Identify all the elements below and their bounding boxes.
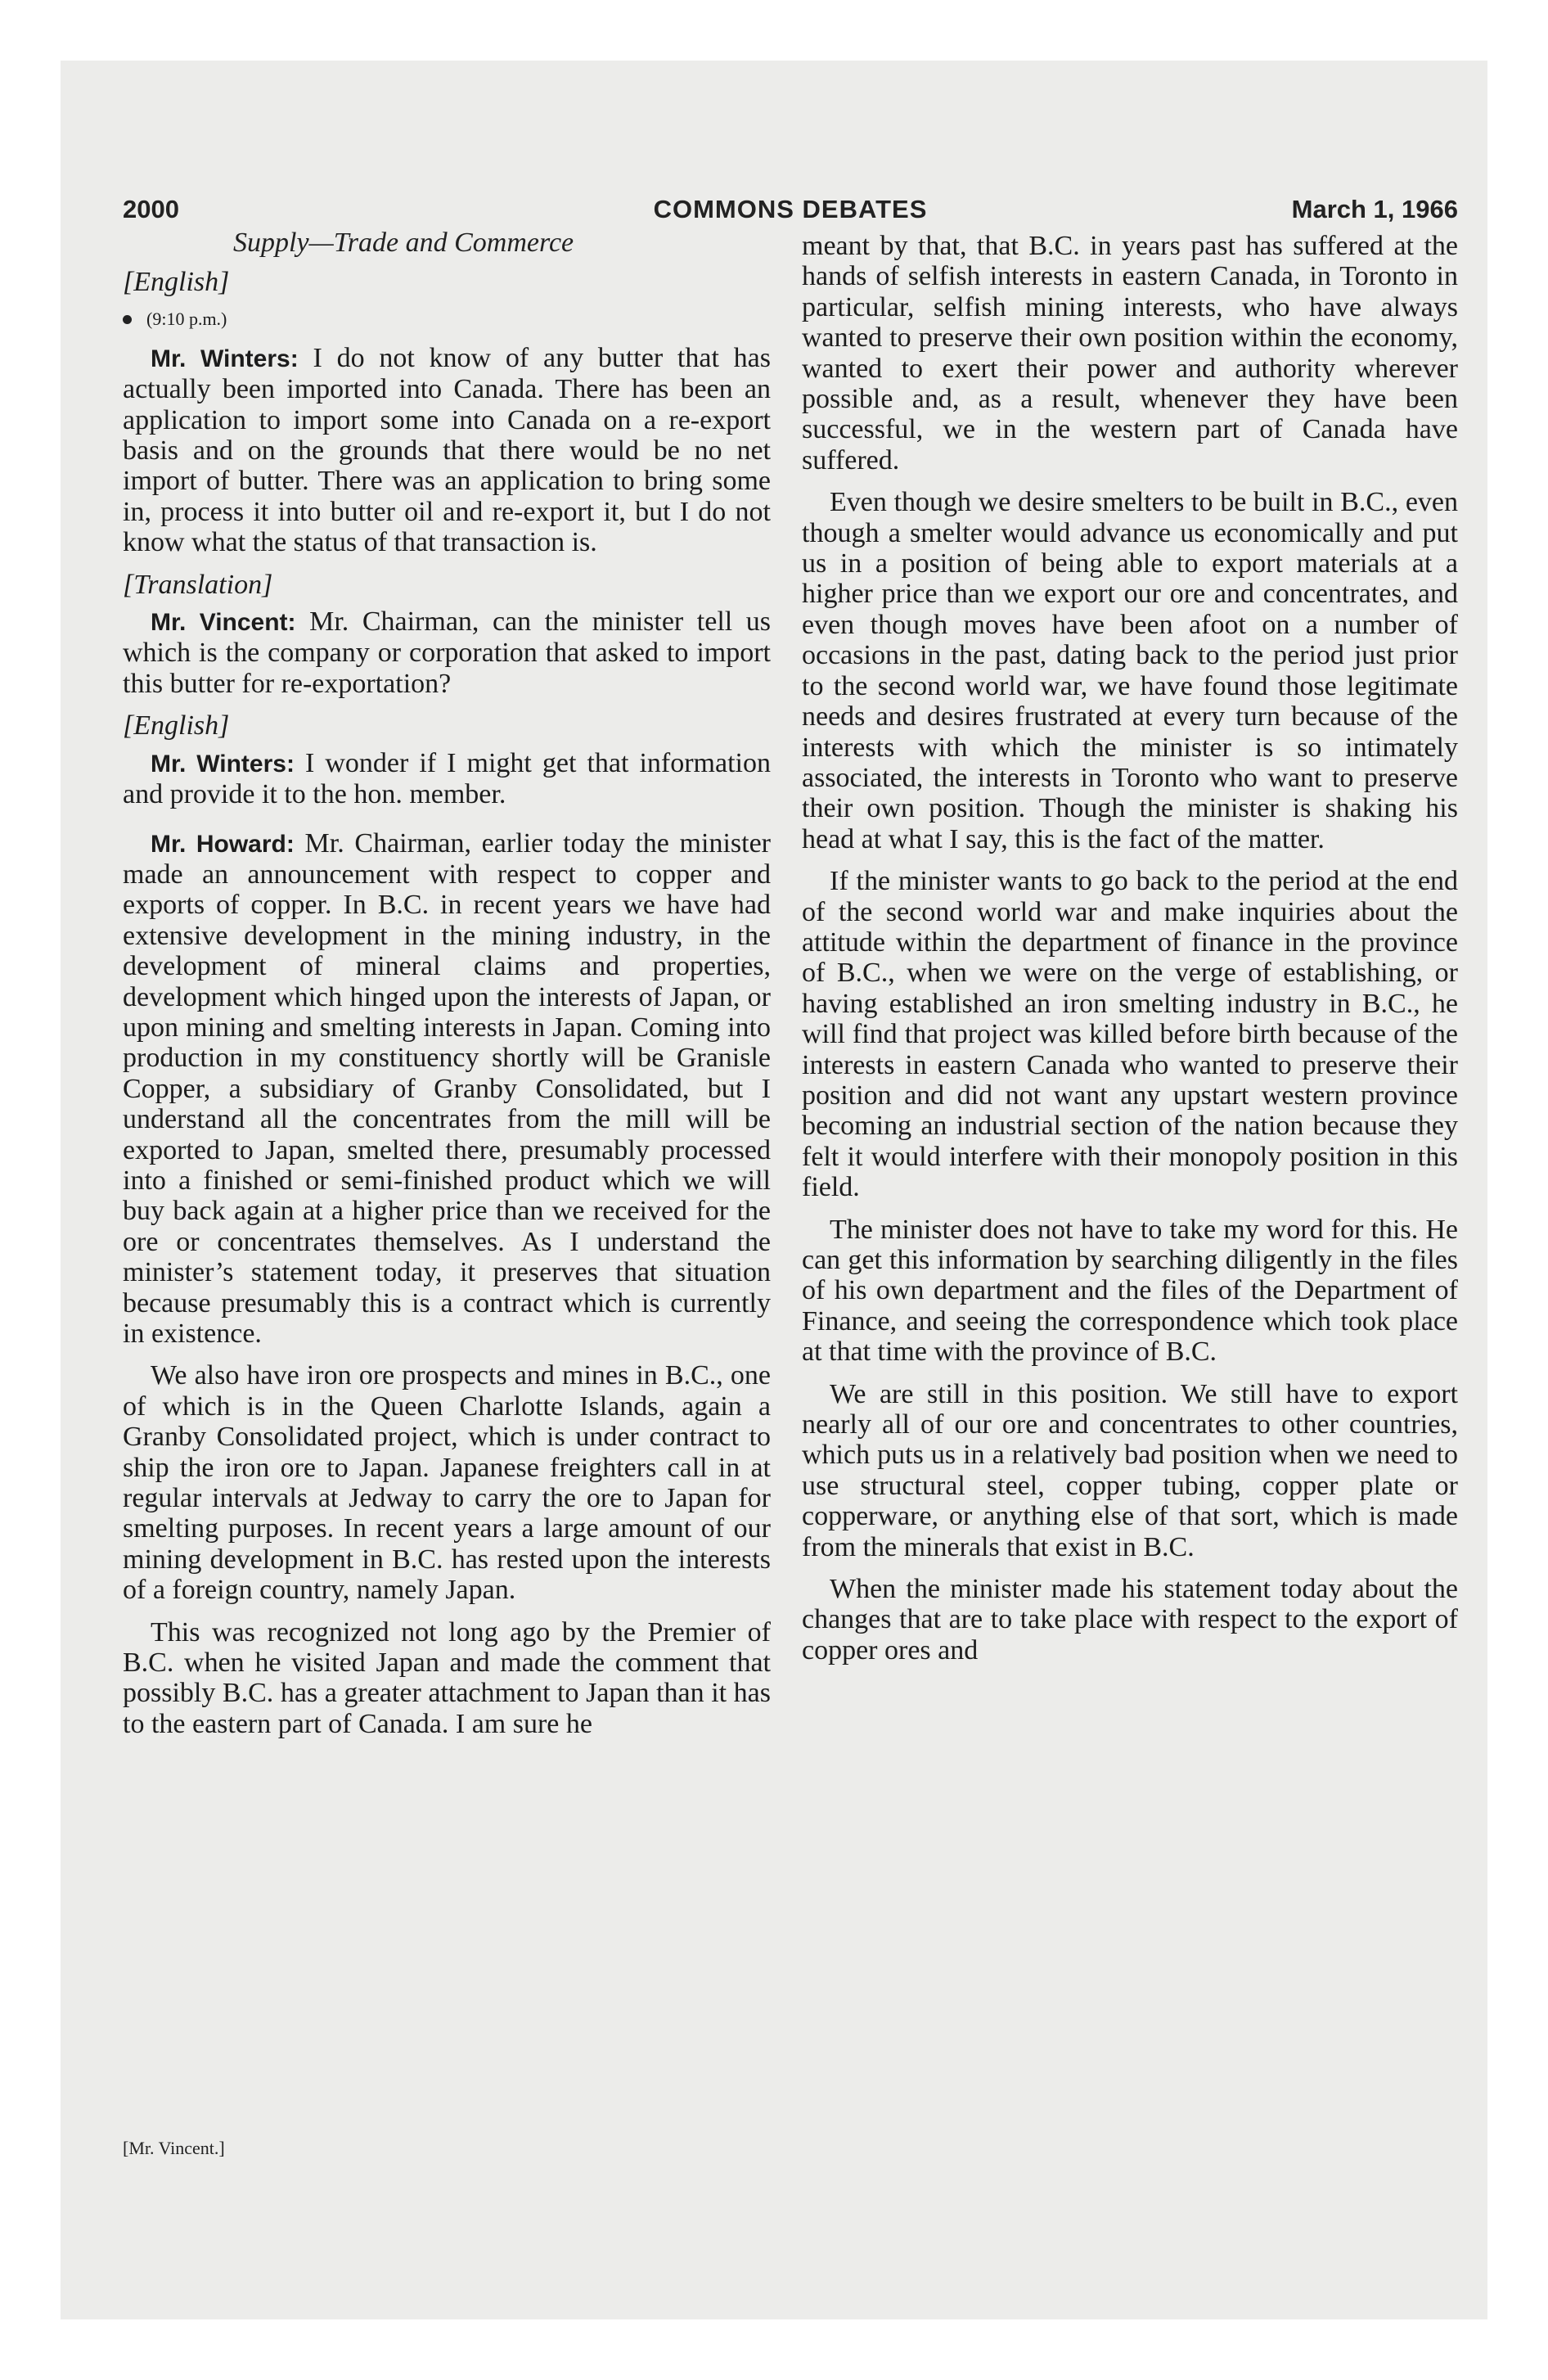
- left-column: [123, 267, 771, 1739]
- language-marker: [English]: [123, 710, 230, 741]
- page-header: [123, 195, 1458, 228]
- speech-text: Mr. Chairman, earlier today the minister made an announcement with respect to copper and exports of copper. In B.C. in recent years we have had extensive development in the mining industry, in the development of mineral claims and properties, development which hinged upon the interests of Japan, or upon mining and smelting interests in Japan. Coming into production in my constituency shortly will be Granisle Copper, a subsidiary of Granby Consolidated, but I understand all the concentrates from the mill will be exported to Japan, smelted there, presumably processed into a finished or semi-finished product which we will buy back again at a higher price than we received for the ore or concentrates themselves. As I understand the minister’s statement today, it preserves that situation because presumably this is a contract which is currently in existence.: [123, 827, 771, 1349]
- language-marker: [Translation]: [123, 569, 273, 600]
- speech-paragraph: Even though we desire smelters to be built in B.C., even though a smelter would advance us economically and put us in a position of being able to export materials at a higher price than we export our ore and concentrates, and even though moves have been afoot on a number of occasions in the past, dating back to the period just prior to the second world war, we have found those legitimate needs and desires frustrated at every turn because of the interests with which the minister is so intimately associated, the interests in Toronto who want to preserve their own position. Though the minister is shaking his head at what I say, this is the fact of the matter.: [802, 487, 1458, 854]
- footer-speaker-note: [Mr. Vincent.]: [123, 2138, 225, 2158]
- page-number: 2000: [123, 195, 179, 223]
- time-stamp-text: (9:10 p.m.): [146, 309, 227, 330]
- speech-paragraph: [123, 828, 771, 1350]
- speech-paragraph: [123, 343, 771, 558]
- speaker-name: Mr. Winters:: [151, 345, 299, 372]
- speech-paragraph: When the minister made his statement today about the changes that are to take place with respect to the export of copper ores and: [802, 1574, 1458, 1666]
- speech-text: Mr. Chairman, can the minister tell us which is the company or corporation that asked to import this butter for re-exportation?: [123, 606, 772, 699]
- speech-paragraph: We are still in this position. We still have to export nearly all of our ore and concentrates to other countries, which puts us in a relatively bad position when we need to use structural steel, copper tubing, copper plate or copperware, or anything else of that sort, which is made from the minerals that exist in B.C.: [802, 1378, 1458, 1562]
- bullet-icon: [123, 315, 132, 324]
- speaker-name: Mr. Winters:: [151, 750, 295, 778]
- sitting-date: March 1, 1966: [1291, 195, 1458, 223]
- speech-paragraph: [123, 748, 771, 810]
- speaker-name: Mr. Howard:: [151, 830, 295, 858]
- publication-title: COMMONS DEBATES: [653, 195, 928, 223]
- speech-paragraph: This was recognized not long ago by the Premier of B.C. when he visited Japan and made the comment that possibly B.C. has a greater attachment to Japan than it has to the eastern part of Canada. I am sure he: [123, 1616, 771, 1739]
- speech-paragraph: We also have iron ore prospects and mines in B.C., one of which is in the Queen Charlotte Islands, again a Granby Consolidated project, which is under contract to ship the iron ore to Japan. Japanese freighters call in at regular intervals at Jedway to carry the ore to Japan for smelting purposes. In recent years a large amount of our mining development in B.C. has rested upon the interests of a foreign country, namely Japan.: [123, 1360, 771, 1606]
- section-subtitle: Supply—Trade and Commerce: [233, 228, 574, 258]
- time-stamp: [123, 304, 771, 334]
- speaker-name: Mr. Vincent:: [151, 609, 296, 637]
- speech-text: I wonder if I might get that information and provide it to the hon. member.: [123, 747, 771, 810]
- speech-paragraph: meant by that, that B.C. in years past has suffered at the hands of selfish interests in eastern Canada, in Toronto in particular, selfish mining interests, who have always wanted to preserve their own position within the economy, wanted to exert their power and authority wherever possible and, as a result, whenever they have been successful, we in the western part of Canada have suffered.: [802, 231, 1458, 476]
- speech-text: I do not know of any butter that has actually been imported into Canada. There has been an application to import some into Canada on a re-export basis and on the grounds that there would be no net import of butter. There was an application to bring some in, process it into butter oil and re-export it, but I do not know what the status of that transaction is.: [123, 342, 771, 558]
- right-column: [802, 231, 1458, 1666]
- speech-paragraph: If the minister wants to go back to the period at the end of the second world war and make inquiries about the attitude within the department of finance in the province of B.C., when we were on the verge of establishing, or having established an iron smelting industry in B.C., he will find that project was killed before birth because of the interests in eastern Canada who wanted to preserve their position and did not want any upstart western province becoming an industrial section of the nation because they felt it would interfere with their monopoly position in this field.: [802, 866, 1458, 1203]
- speech-paragraph: The minister does not have to take my word for this. He can get this information by searching diligently in the files of his own department and the files of the Department of Finance, and seeing the correspondence which took place at that time with the province of B.C.: [802, 1214, 1458, 1368]
- speech-paragraph: [123, 606, 771, 699]
- language-marker: [English]: [123, 267, 230, 297]
